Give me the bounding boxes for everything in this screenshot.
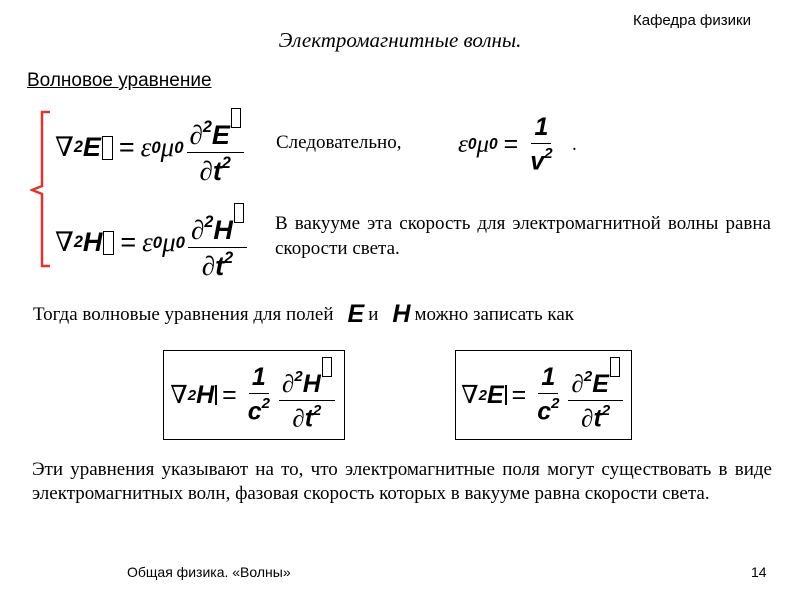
epsilon-symbol: ε [140,132,152,163]
exponent: 2 [204,213,214,232]
subscript: 0 [489,135,498,153]
partial-symbol: ∂ [281,370,295,398]
equals-sign: = [511,380,527,409]
light-speed: c [537,397,552,426]
exponent: 2 [601,401,611,419]
field-h: H [196,380,215,409]
vector-arrow-icon [610,357,620,377]
mu-symbol: μ [160,132,175,163]
field-h: H [302,369,321,398]
section-heading: Волновое уравнение [27,70,212,91]
exponent: 2 [551,395,560,413]
numerator-one: 1 [538,363,558,394]
conclusion-paragraph: Эти уравнения указывают на то, что электромагнитные поля могут существовать в виде электромагнитных волн, фазовая скорость которых в вакууме равна скорости света. [32,459,772,504]
mu-symbol: μ [476,130,490,158]
exponent: 2 [583,367,593,385]
mu-symbol: μ [162,227,176,258]
slide-title: Электромагнитные волны. [278,28,522,52]
wave-equation-h [55,203,250,282]
partial-symbol: ∂ [292,405,305,433]
field-h: H [82,227,103,258]
epsilon-symbol: ε [142,227,153,258]
exponent: 2 [224,249,234,268]
exponent: 2 [544,145,553,162]
equals-sign: = [503,130,519,159]
exponent: 2 [202,118,212,137]
vector-arrow-icon [102,136,113,160]
field-h: H [213,215,233,246]
vector-arrow-icon [322,357,332,377]
fraction [188,203,247,282]
field-e: E [211,120,230,151]
footer-course: Общая физика. «Волны» [127,564,291,580]
subscript: 0 [152,232,163,252]
consequently-label: Следовательно, [276,132,402,153]
vector-arrow-icon [103,231,114,255]
subscript: 0 [467,135,477,153]
then-prefix: Тогда волновые уравнения для полей [33,303,334,325]
vector-arrow-icon [231,108,241,128]
department-label: Кафедра физики [633,12,751,29]
then-suffix: можно записать как [414,303,574,325]
field-e: E [592,369,609,398]
fraction [568,357,622,433]
exponent: 2 [313,401,322,419]
exponent: 2 [294,367,303,385]
then-sentence [33,300,574,329]
vector-arrow-icon [505,385,507,405]
nabla-symbol: ∇ [170,382,188,409]
fraction [279,357,335,433]
numerator-one: 1 [249,363,269,394]
exponent: 2 [221,154,231,173]
speed-variable: v [530,147,545,176]
time-variable: t [593,404,602,433]
field-e: E [82,132,101,163]
equals-sign: = [222,380,237,409]
time-variable: t [304,404,314,433]
nabla-symbol: ∇ [461,382,479,409]
field-h: H [392,300,411,328]
exponent: 2 [261,395,270,413]
numerator-one: 1 [531,113,551,144]
subscript: 0 [175,232,185,252]
fraction [527,113,555,176]
then-and: и [368,303,379,325]
partial-symbol: ∂ [190,215,205,246]
fraction [245,363,273,426]
epsilon-symbol: ε [458,130,468,158]
exponent: 2 [73,138,83,157]
partial-symbol: ∂ [189,120,203,151]
equals-sign: = [120,227,137,258]
fraction [534,363,562,426]
vector-arrow-icon [234,203,244,223]
subscript: 0 [151,137,161,157]
partial-symbol: ∂ [581,405,594,433]
partial-symbol: ∂ [199,156,213,187]
page-number: 14 [751,564,767,580]
light-speed: c [247,397,262,426]
exponent: 2 [187,386,197,404]
boxed-equation-h [163,350,345,440]
fraction [187,108,244,187]
speed-relation-equation [458,113,559,176]
partial-symbol: ∂ [201,251,216,282]
wave-equation-e [55,108,247,187]
nabla-symbol: ∇ [55,227,74,258]
exponent: 2 [478,386,487,404]
field-e: E [486,380,504,409]
partial-symbol: ∂ [571,370,584,398]
time-variable: t [212,156,222,187]
exponent: 2 [73,233,83,252]
vacuum-speed-paragraph: В вакууме эта скорость для электромагнитной волны равна скорости света. [275,213,771,259]
field-e: E [347,300,365,328]
equals-sign: = [118,132,135,163]
subscript: 0 [174,137,184,157]
period-mark: . [572,134,577,155]
boxed-equation-e [455,350,632,440]
vector-arrow-icon [215,385,217,405]
curly-bracket-icon [30,110,54,270]
nabla-symbol: ∇ [55,132,74,163]
time-variable: t [215,251,225,282]
